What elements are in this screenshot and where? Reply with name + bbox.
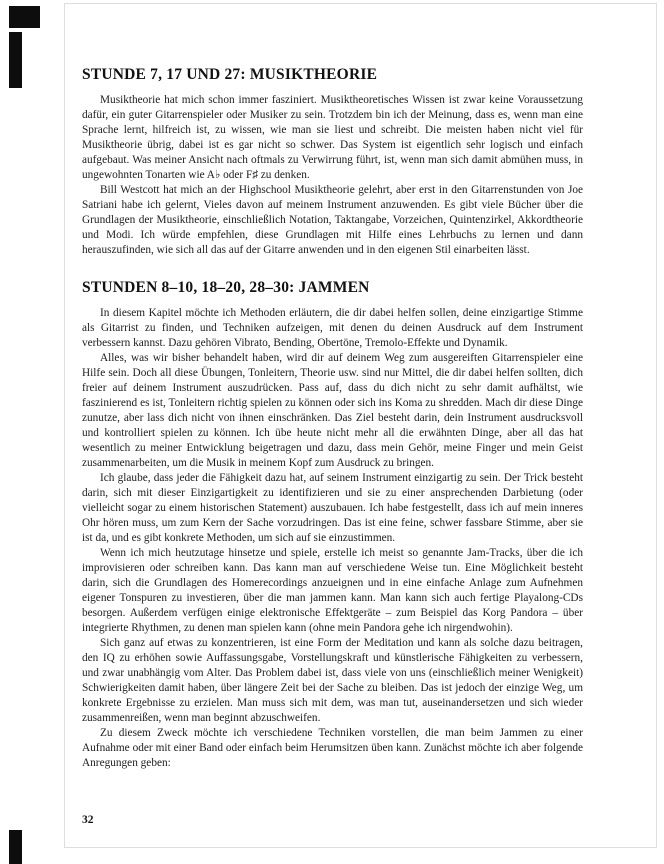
paragraph: Ich glaube, dass jeder die Fähigkeit dazu hat, auf seinem Instrument einzigartig zu sein. Der Trick besteht darin, sich mit dieser Einzigartigkeit zu identifizieren und sie zu einer ansprechenden Darbietung (oder vielleicht sogar zu einem historischen Statement) auszubauen. Ich habe festgestellt, dass ich auf mein inneres Ohr hören muss, um zum Kern der Sache vorzudringen. Das ist eine feine, schwer fassbare Stimme, aber sie ist da, und es gibt konkrete Methoden, um sich auf sie einzustimmen. <box>82 472 583 544</box>
paragraph: Bill Westcott hat mich an der Highschool Musiktheorie gelehrt, aber erst in den Gitarrenstunden von Joe Satriani habe ich gelernt, Vieles davon auf meinem Instrument anzuwenden. Es gibt viele Bücher über die Grundlagen der Musiktheorie, einschließlich Notation, Taktangabe, Vorzeichen, Quintenzirkel, Akkordtheorie und Modi. Ich würde empfehlen, diese Grundlagen mit Hilfe eines Lehrbuchs zu lernen und dann herauszufinden, wie sich all das auf der Gitarre anwenden und in den eigenen Stil einarbeiten lässt. <box>82 184 583 256</box>
section-heading-jammen: STUNDEN 8–10, 18–20, 28–30: JAMMEN <box>82 279 370 296</box>
paragraph: Sich ganz auf etwas zu konzentrieren, ist eine Form der Meditation und kann als solche dazu beitragen, den IQ zu erhöhen sowie Auffassungsgabe, Vorstellungskraft und künstlerische Fähigkeiten zu verbessern, und zwar unabhängig vom Alter. Das Problem dabei ist, dass viele von uns (einschließlich meiner Wenigkeit) Schwierigkeiten damit haben, über längere Zeit bei der Sache zu bleiben. Das ist jedoch der einzige Weg, um konkrete Ergebnisse zu erzielen. Man muss sich mit dem, was man tut, auseinandersetzen und sich wieder zusammenreißen, wenn man beginnt abzuschweifen. <box>82 637 583 724</box>
page-number: 32 <box>82 814 94 826</box>
section-jammen <box>82 279 583 771</box>
registration-mark-top-left <box>9 6 40 28</box>
paragraph: Wenn ich mich heutzutage hinsetze und spiele, erstelle ich meist so genannte Jam-Tracks, über die ich improvisieren oder schreiben kann. Das kann man auf verschiedene Weise tun. Eine Möglichkeit besteht darin, sich die Grundlagen des Homerecordings anzueignen und in eine einfache Anlage zum Aufnehmen eigener Tonspuren zu investieren, über die man jammen kann. Man kann sich auch fertige Playalong-CDs besorgen. Außerdem verfügen einige elektronische Effektgeräte – zum Beispiel das Korg Pandora – über integrierte Rhythmen, zu denen man spielen kann (ohne mein Pandora gehe ich nirgendwohin). <box>82 547 583 634</box>
section-heading-musiktheorie: STUNDE 7, 17 UND 27: MUSIKTHEORIE <box>82 66 378 83</box>
paragraph: Alles, was wir bisher behandelt haben, wird dir auf deinem Weg zum ausgereiften Gitarrenspieler eine Hilfe sein. Doch all diese Übungen, Tonleitern, Theorie usw. sind nur Mittel, die dir dabei helfen sollten, dich freier auf deinem Instrument auszudrücken. Pass auf, dass du dich nicht zu sehr damit aufhältst, wie faszinierend es ist, Tonleitern richtig spielen zu können oder sich ins Koma zu shredden. Mach dir diese Dinge zunutze, aber lass dich nicht von ihnen einschränken. Das Ziel besteht darin, dein Instrument ausdrucksvoll und kontrolliert spielen zu können. Ich übe heute nicht mehr all die erwähnten Dinge, aber all das hat wesentlich zu meiner Entwicklung beigetragen und dazu, dass mein Gehör, meine Finger und mein Geist zusammenarbeiten, um die Musik in meinem Kopf zum Ausdruck zu bringen. <box>82 352 583 469</box>
paragraph: Musiktheorie hat mich schon immer fasziniert. Musiktheoretisches Wissen ist zwar keine Voraussetzung dafür, ein guter Gitarrenspieler oder Musiker zu sein. Trotzdem bin ich der Meinung, dass es, wenn man eine Sprache lernt, hilfreich ist, zu wissen, wie man sie liest und schreibt. Die meisten haben nicht viel für Musiktheorie übrig, dabei ist es gar nicht so schwer. Das System ist eigentlich sehr logisch und einfach aufgebaut. Was meiner Ansicht nach oftmals zu Verwirrung führt, ist, wenn man sich damit abmühen muss, in ungewohnten Tonarten wie A♭ oder F♯ zu denken. <box>82 94 583 181</box>
section-musiktheorie <box>82 66 583 258</box>
registration-mark-left-bar <box>9 32 22 88</box>
paragraph: In diesem Kapitel möchte ich Methoden erläutern, die dir dabei helfen sollen, deine einzigartige Stimme als Gitarrist zu finden, und Techniken aufzeigen, mit denen du deinen Ausdruck auf dem Instrument verbessern kannst. Dazu gehören Vibrato, Bending, Obertöne, Tremolo-Effekte und Dynamik. <box>82 307 583 349</box>
registration-mark-bottom-left <box>9 830 22 864</box>
page-content <box>82 66 583 771</box>
paragraph: Zu diesem Zweck möchte ich verschiedene Techniken vorstellen, die man beim Jammen zu einer Aufnahme oder mit einer Band oder einfach beim Herumsitzen üben kann. Zunächst möchte ich aber folgende Anregungen geben: <box>82 727 583 769</box>
